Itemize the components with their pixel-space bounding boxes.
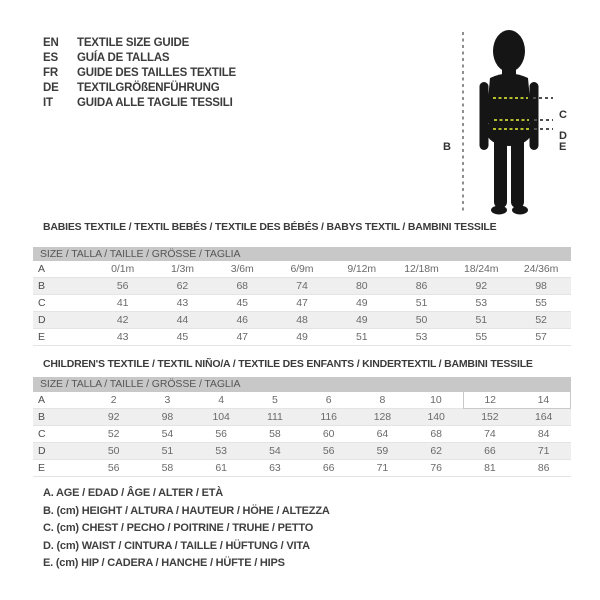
- size-cell: 53: [475, 297, 487, 309]
- size-cell: 47: [236, 331, 248, 343]
- size-cell: 164: [535, 411, 553, 423]
- size-cell: 8: [379, 393, 386, 406]
- size-cell: 1/3m: [170, 263, 194, 275]
- language-row: [43, 51, 236, 66]
- size-cell: 43: [116, 331, 129, 343]
- row-label: E: [38, 331, 45, 343]
- language-title-list: [43, 36, 236, 111]
- size-cell: 116: [320, 411, 337, 423]
- chest-measure-line: [493, 97, 528, 99]
- language-code: IT: [43, 97, 53, 109]
- language-code: DE: [43, 82, 59, 94]
- size-cell: 128: [373, 411, 391, 423]
- size-cell: 71: [537, 445, 550, 457]
- size-cell: 0/1m: [111, 263, 135, 275]
- row-label: C: [38, 428, 46, 440]
- size-cell: 68: [236, 280, 248, 292]
- size-header-bar: SIZE / TALLA / TAILLE / GRÖSSE / TAGLIA: [33, 247, 571, 261]
- babies-section-title: BABIES TEXTILE / TEXTIL BEBÉS / TEXTILE DES BÉBÉS / BABYS TEXTIL / BAMBINI TESSILE: [43, 221, 497, 233]
- table-row: [33, 278, 571, 295]
- size-cell: 92: [107, 411, 120, 423]
- size-cell: 98: [535, 280, 547, 292]
- size-cell: 9/12m: [347, 263, 377, 275]
- size-cell: 41: [116, 297, 129, 309]
- language-code: EN: [43, 37, 59, 49]
- legend-height: B. (cm) HEIGHT / ALTURA / HAUTEUR / HÖHE / ALTEZZA: [43, 504, 330, 517]
- size-cell: 6: [325, 393, 332, 406]
- table-row: [33, 443, 571, 460]
- size-cell: 68: [430, 428, 442, 440]
- size-cell: 76: [430, 462, 442, 474]
- language-code: ES: [43, 52, 58, 64]
- size-cell: 55: [475, 331, 487, 343]
- size-cell: 81: [484, 462, 496, 474]
- size-cell: 74: [296, 280, 308, 292]
- children-section-title: CHILDREN'S TEXTILE / TEXTIL NIÑO/A / TEXTILE DES ENFANTS / KINDERTEXTIL / BAMBINI TESSILE: [43, 358, 533, 370]
- size-cell: 53: [415, 331, 428, 343]
- size-cell: 62: [176, 280, 189, 292]
- hip-guide-line: [534, 128, 553, 130]
- table-row: [33, 409, 571, 426]
- size-cell: 66: [322, 462, 335, 474]
- size-cell: 62: [430, 445, 442, 457]
- table-row: [33, 460, 571, 477]
- guide-title: GUIDA ALLE TAGLIE TESSILI: [77, 97, 233, 109]
- size-cell: 54: [161, 428, 174, 440]
- language-row: [43, 36, 236, 51]
- height-measure-line: [462, 32, 464, 214]
- row-label: E: [38, 462, 45, 474]
- size-cell: 74: [484, 428, 496, 440]
- size-cell: 49: [355, 297, 368, 309]
- size-cell: 47: [296, 297, 308, 309]
- size-cell: 58: [161, 462, 174, 474]
- size-cell: 58: [269, 428, 281, 440]
- measurement-figure: [430, 18, 598, 223]
- row-label: B: [38, 280, 45, 292]
- size-cell: 2: [110, 393, 117, 406]
- size-cell: 45: [176, 331, 189, 343]
- table-row: [33, 426, 571, 443]
- size-cell: 6/9m: [290, 263, 314, 275]
- size-cell: 60: [322, 428, 335, 440]
- size-cell: 86: [415, 280, 428, 292]
- size-cell: 56: [322, 445, 335, 457]
- size-cell: 54: [269, 445, 281, 457]
- size-cell: 18/24m: [464, 263, 499, 275]
- size-cell: 61: [215, 462, 227, 474]
- size-cell: 14: [517, 392, 571, 409]
- size-cell: 49: [296, 331, 308, 343]
- size-cell: 56: [107, 462, 120, 474]
- measurement-legend: [43, 485, 330, 573]
- language-row: [43, 96, 236, 111]
- size-cell: 63: [269, 462, 281, 474]
- size-cell: 5: [272, 393, 278, 406]
- size-cell: 51: [355, 331, 368, 343]
- guide-title: TEXTILGRÖßENFÜHRUNG: [77, 82, 220, 94]
- table-row: [33, 295, 571, 312]
- size-cell: 56: [116, 280, 129, 292]
- chest-label: C: [559, 109, 567, 121]
- chest-guide-line: [533, 97, 553, 99]
- size-cell: 92: [475, 280, 487, 292]
- row-label: A: [38, 393, 45, 406]
- table-row: [33, 261, 571, 278]
- legend-waist: D. (cm) WAIST / CINTURA / TAILLE / HÜFTUNG / VITA: [43, 539, 310, 552]
- size-cell: 98: [161, 411, 174, 423]
- row-label: D: [38, 445, 46, 457]
- size-header-bar: SIZE / TALLA / TAILLE / GRÖSSE / TAGLIA: [33, 377, 571, 392]
- size-cell: 49: [355, 314, 368, 326]
- size-cell: 71: [376, 462, 389, 474]
- size-cell: 45: [236, 297, 248, 309]
- size-cell: 152: [481, 411, 499, 423]
- size-cell: 50: [107, 445, 120, 457]
- size-cell: 24/36m: [523, 263, 559, 275]
- waist-guide-line: [534, 119, 553, 121]
- size-cell: 80: [355, 280, 368, 292]
- hip-label: E: [559, 141, 567, 153]
- size-cell: 51: [475, 314, 487, 326]
- size-cell: 59: [376, 445, 389, 457]
- size-cell: 12: [463, 392, 517, 409]
- size-cell: 52: [535, 314, 547, 326]
- size-cell: 50: [415, 314, 428, 326]
- language-code: FR: [43, 67, 58, 79]
- guide-title: TEXTILE SIZE GUIDE: [77, 37, 190, 49]
- table-row: [33, 329, 571, 346]
- size-cell: 66: [484, 445, 496, 457]
- legend-chest: C. (cm) CHEST / PECHO / POITRINE / TRUHE / PETTO: [43, 522, 314, 534]
- table-row: [33, 392, 571, 409]
- size-cell: 10: [430, 393, 442, 406]
- size-cell: 53: [215, 445, 227, 457]
- size-cell: 3: [164, 393, 171, 406]
- row-label: B: [38, 411, 45, 423]
- legend-age: A. AGE / EDAD / ÂGE / ALTER / ETÀ: [43, 487, 224, 499]
- height-label: B: [443, 141, 451, 153]
- size-cell: 140: [427, 411, 445, 423]
- size-cell: 46: [236, 314, 248, 326]
- children-size-table: [33, 377, 571, 477]
- child-silhouette: [475, 26, 543, 216]
- language-row: [43, 66, 236, 81]
- row-label: A: [38, 263, 45, 275]
- row-label: C: [38, 297, 46, 309]
- size-cell: 56: [215, 428, 227, 440]
- size-cell: 51: [415, 297, 428, 309]
- size-cell: 3/6m: [230, 263, 254, 275]
- size-cell: 12/18m: [404, 263, 439, 275]
- table-row: [33, 312, 571, 329]
- guide-title: GUIDE DES TAILLES TEXTILE: [77, 67, 236, 79]
- size-cell: 86: [537, 462, 550, 474]
- waist-measure-line: [494, 119, 529, 121]
- legend-hip: E. (cm) HIP / CADERA / HANCHE / HÜFTE / HIPS: [43, 557, 285, 569]
- size-cell: 64: [376, 428, 389, 440]
- size-cell: 44: [176, 314, 189, 326]
- hip-measure-line: [493, 128, 531, 130]
- size-cell: 57: [535, 331, 547, 343]
- babies-size-table: [33, 247, 571, 346]
- size-cell: 55: [535, 297, 547, 309]
- size-cell: 52: [107, 428, 120, 440]
- size-cell: 48: [296, 314, 308, 326]
- size-cell: 84: [537, 428, 550, 440]
- size-cell: 42: [116, 314, 129, 326]
- size-cell: 111: [267, 411, 283, 423]
- row-label: D: [38, 314, 46, 326]
- size-cell: 51: [161, 445, 174, 457]
- size-cell: 43: [176, 297, 189, 309]
- size-cell: 4: [218, 393, 224, 406]
- language-row: [43, 81, 236, 96]
- size-cell: 104: [212, 411, 230, 423]
- waist-label: D: [559, 130, 567, 142]
- guide-title: GUÍA DE TALLAS: [77, 52, 170, 64]
